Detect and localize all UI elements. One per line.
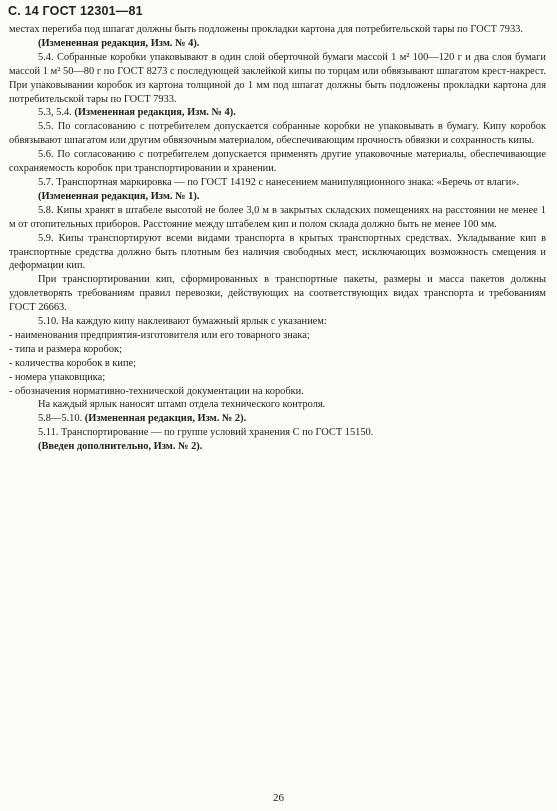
paragraph-stamp: На каждый ярлык наносят штамп отдела технического контроля. bbox=[38, 399, 326, 411]
clause-number: 5.9. bbox=[38, 232, 54, 244]
paragraph-transport-packages: При транспортировании кип, сформированных в транспортные пакеты, размеры и масса пакетов должны удовлетворять требованиям правил перевозки, действующих на соответствующих видах транспорта и требованиям ГОСТ 26663. bbox=[9, 274, 546, 314]
clause-number: 5.8—5.10. bbox=[38, 413, 83, 425]
clause-5-5 bbox=[9, 120, 546, 148]
clause-text: На каждую кипу наклеивают бумажный ярлык с указанием: bbox=[61, 316, 327, 328]
clause-number: 5.10. bbox=[38, 316, 59, 328]
clause-5-11 bbox=[9, 426, 546, 440]
clause-text: Кипы хранят в штабеле высотой не более 3,0 м в закрытых складских помещениях на расстоянии не менее 1 м от отопительных приборов. Расстояние между штабелем кип и полом склада должно быть не менее 100 мм. bbox=[9, 204, 546, 230]
clause-text: Транспортирование — по группе условий хранения С по ГОСТ 15150. bbox=[61, 427, 374, 439]
clause-number: 5.6. bbox=[38, 149, 54, 161]
revision-note: (Введен дополнительно, Изм. № 2). bbox=[38, 441, 203, 453]
clause-5-8 bbox=[9, 204, 546, 232]
clause-5-7 bbox=[9, 176, 546, 190]
revision-note: (Измененная редакция, Изм. № 4). bbox=[38, 37, 200, 49]
list-item: - наименования предприятия-изготовителя или его товарного знака; bbox=[9, 329, 310, 341]
clause-number: 5.3, 5.4. bbox=[38, 107, 72, 119]
clause-text: Собранные коробки упаковывают в один слой оберточной бумаги массой 1 м² 100—120 г и два слоя бумаги массой 1 м² 50—80 г по ГОСТ 8273 с последующей заклейкой кипы по торцам или обвязывают шпагатом крест-накрест. При упаковывании коробок из картона толщиной до 1 мм под шпагат должны быть подложены прокладки картона для потребительской тары по ГОСТ 7933. bbox=[9, 51, 546, 105]
document-body bbox=[9, 23, 546, 454]
page-number: 26 bbox=[273, 792, 284, 804]
clause-text: По согласованию с потребителем допускается применять другие упаковочные материалы, обеспечивающие сохраняемость коробок при транспортировании и хранении. bbox=[9, 149, 546, 175]
list-item: - типа и размера коробок; bbox=[9, 343, 122, 355]
clause-text: Транспортная маркировка — по ГОСТ 14192 с нанесением манипуляционного знака: «Беречь от влаги». bbox=[56, 176, 520, 188]
clause-5-10 bbox=[9, 315, 546, 329]
page-header: С. 14 ГОСТ 12301—81 bbox=[8, 4, 143, 18]
clause-number: 5.11. bbox=[38, 427, 59, 439]
revision-note: (Измененная редакция, Изм. № 1). bbox=[38, 190, 200, 202]
revision-note-5-8-5-10: 5.8—5.10. (Измененная редакция, Изм. № 2). bbox=[38, 413, 247, 425]
clause-number: 5.5. bbox=[38, 121, 54, 133]
list-item: - обозначения нормативно-технической документации на коробки. bbox=[9, 385, 304, 397]
clause-text: По согласованию с потребителем допускается собранные коробки не упаковывать в бумагу. Кипу коробок обвязывают шпагатом или другим обвязочным материалом, обеспечивающим прочность обвязки и сохранность кипы. bbox=[9, 121, 546, 147]
list-item: - количества коробок в кипе; bbox=[9, 357, 137, 369]
clause-number: 5.7. bbox=[38, 176, 54, 188]
list-item: - номера упаковщика; bbox=[9, 371, 106, 383]
clause-text: Кипы транспортируют всеми видами транспорта в крытых транспортных средствах. Укладывание кип в транспортные средства должно быть плотным без наличия свободных мест, исключающих возможность смещения и деформации кип. bbox=[9, 232, 546, 272]
clause-5-6 bbox=[9, 148, 546, 176]
revision-note-5-3-5-4: 5.3, 5.4. (Измененная редакция, Изм. № 4). bbox=[38, 107, 236, 119]
clause-number: 5.4. bbox=[38, 51, 54, 63]
clause-number: 5.8. bbox=[38, 204, 54, 216]
clause-5-9 bbox=[9, 232, 546, 274]
paragraph-continuation: местах перегиба под шпагат должны быть подложены прокладки картона для потребительской тары по ГОСТ 7933. bbox=[9, 24, 523, 35]
clause-5-4 bbox=[9, 51, 546, 107]
